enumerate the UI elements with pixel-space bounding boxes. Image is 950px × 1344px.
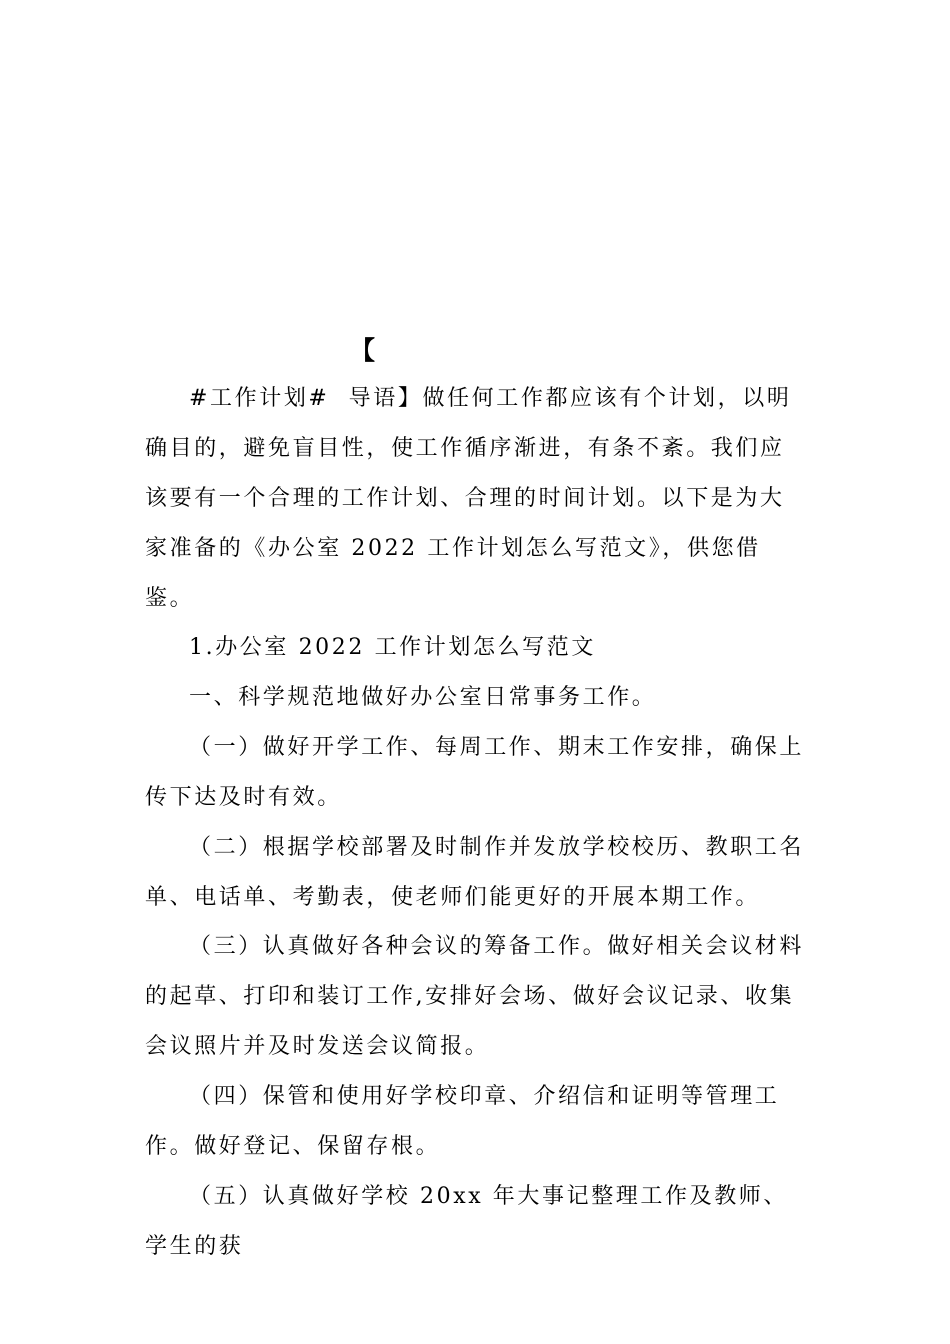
list-item: （一）做好开学工作、每周工作、期末工作安排，确保上传下达及时有效。	[145, 735, 805, 810]
list-item: （五）认真做好学校 20xx 年大事记整理工作及教师、学生的获	[145, 1184, 788, 1259]
list-item: （四）保管和使用好学校印章、介绍信和证明等管理工作。做好登记、保留存根。	[145, 1084, 780, 1159]
title-bracket: 【	[350, 336, 376, 365]
list-item: （三）认真做好各种会议的筹备工作。做好相关会议材料的起草、打印和装订工作,安排好会场、做好会议记录、收集会议照片并及时发送会议简报。	[145, 934, 805, 1059]
section-title: 一、科学规范地做好办公室日常事务工作。	[189, 685, 657, 710]
list-item: （二）根据学校部署及时制作并发放学校校历、教职工名单、电话单、考勤表，使老师们能更好的开展本期工作。	[145, 835, 805, 910]
section-heading: 1.办公室 2022 工作计划怎么写范文	[189, 635, 596, 660]
intro-paragraph: #工作计划# 导语】做任何工作都应该有个计划，以明确目的，避免盲目性，使工作循序渐进，有条不紊。我们应该要有一个合理的工作计划、合理的时间计划。以下是为大家准备的《办公室 2022 工作计划怎么写范文》，供您借鉴。	[145, 386, 792, 611]
